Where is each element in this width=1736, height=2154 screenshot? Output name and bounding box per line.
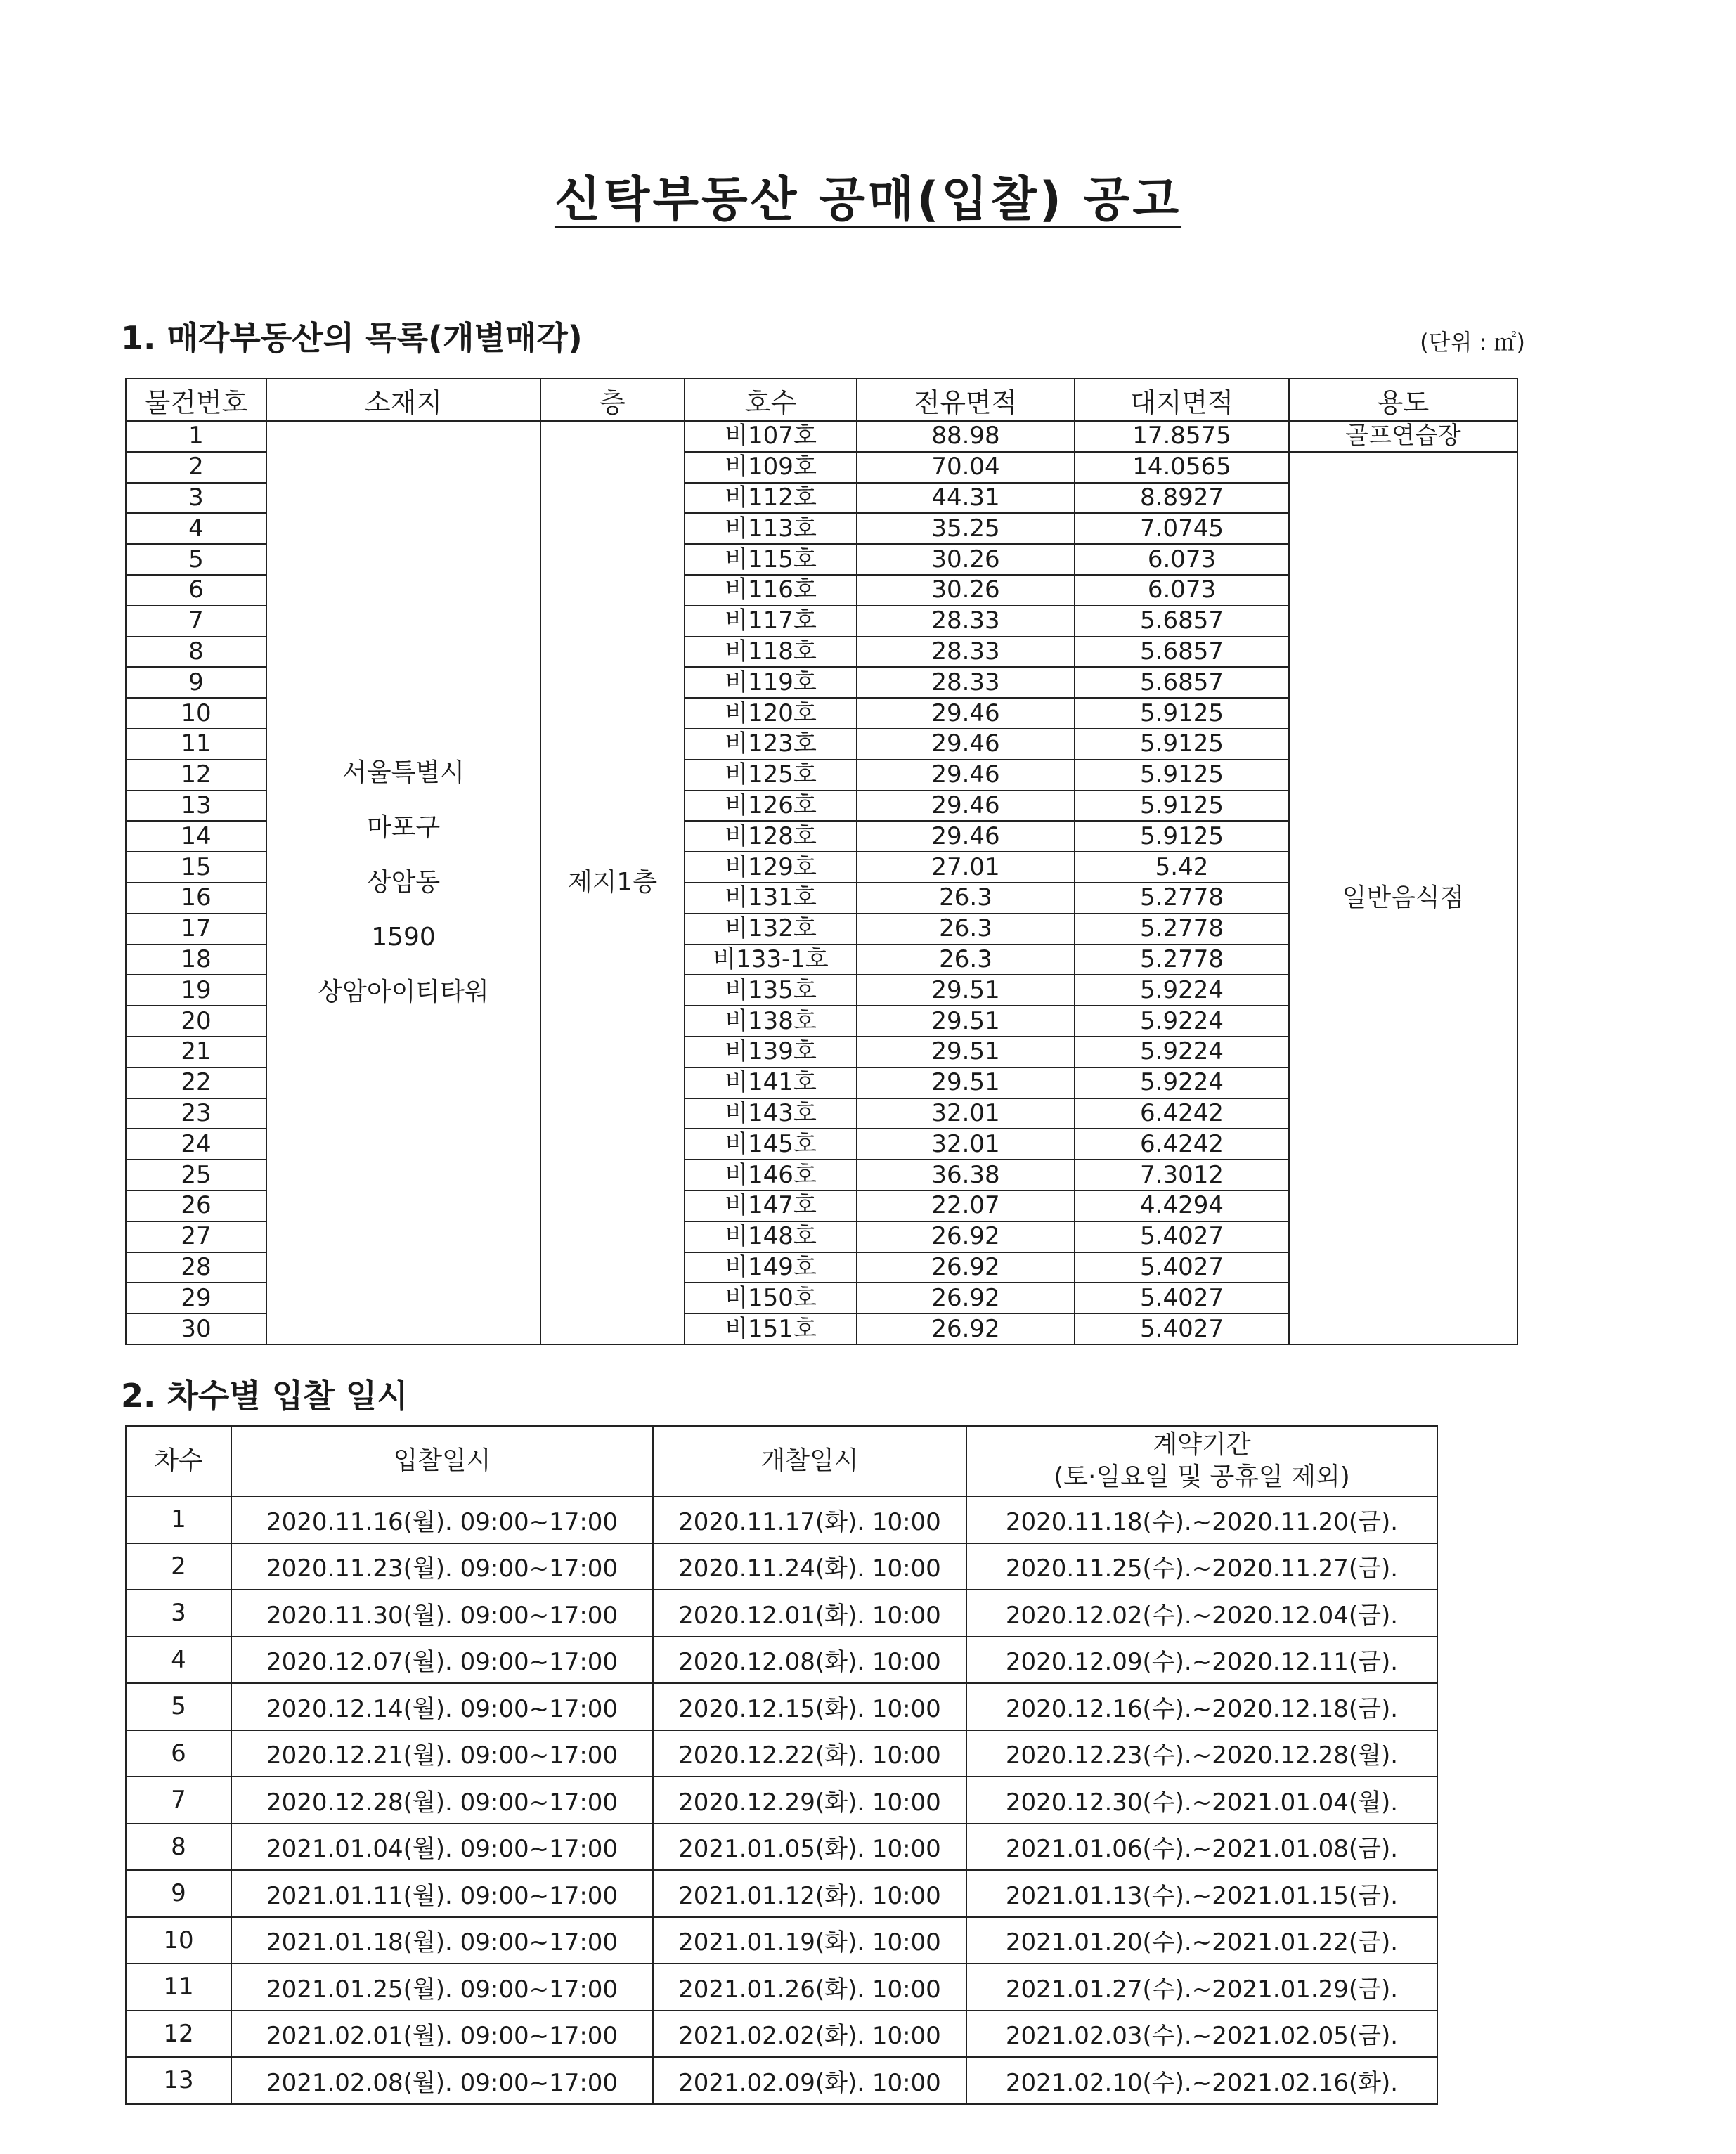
round-cell: 12	[126, 2011, 231, 2058]
exclusive-area-cell: 26.92	[857, 1313, 1075, 1344]
item-no-cell: 3	[126, 483, 266, 514]
exclusive-area-cell: 26.3	[857, 914, 1075, 945]
table-row	[126, 2057, 1437, 2104]
unit-cell: 비138호	[685, 1006, 857, 1037]
round-cell: 13	[126, 2057, 231, 2104]
item-no-cell: 1	[126, 421, 266, 452]
round-cell: 3	[126, 1590, 231, 1637]
bid-datetime-cell: 2021.02.01(월). 09:00~17:00	[231, 2011, 653, 2058]
unit-cell: 비117호	[685, 606, 857, 637]
location-line: 서울특별시	[342, 758, 465, 787]
contract-period-cell: 2020.12.30(수).~2021.01.04(월).	[966, 1777, 1437, 1824]
land-area-cell: 17.8575	[1075, 421, 1289, 452]
unit-cell: 비148호	[685, 1221, 857, 1252]
use-cell: 일반음식점	[1289, 452, 1517, 1344]
unit-cell: 비125호	[685, 760, 857, 791]
land-area-cell: 5.42	[1075, 852, 1289, 883]
item-no-cell: 17	[126, 914, 266, 945]
item-no-cell: 18	[126, 945, 266, 975]
land-area-cell: 5.9125	[1075, 821, 1289, 852]
unit-cell: 비131호	[685, 883, 857, 914]
header-location: 소재지	[266, 379, 540, 421]
header-exclusive-area: 전유면적	[857, 379, 1075, 421]
bid-datetime-cell: 2020.12.14(월). 09:00~17:00	[231, 1683, 653, 1730]
item-no-cell: 14	[126, 821, 266, 852]
unit-cell: 비143호	[685, 1098, 857, 1129]
page-title-text: 신탁부동산 공매(입찰) 공고	[554, 172, 1182, 228]
exclusive-area-cell: 36.38	[857, 1160, 1075, 1190]
item-no-cell: 25	[126, 1160, 266, 1190]
item-no-cell: 30	[126, 1313, 266, 1344]
exclusive-area-cell: 29.51	[857, 1006, 1075, 1037]
contract-period-cell: 2020.11.25(수).~2020.11.27(금).	[966, 1543, 1437, 1590]
exclusive-area-cell: 29.46	[857, 698, 1075, 729]
land-area-cell: 5.9125	[1075, 760, 1289, 791]
header-round: 차수	[126, 1426, 231, 1496]
exclusive-area-cell: 26.92	[857, 1252, 1075, 1283]
unit-cell: 비150호	[685, 1283, 857, 1313]
land-area-cell: 5.4027	[1075, 1283, 1289, 1313]
contract-period-cell: 2020.12.09(수).~2020.12.11(금).	[966, 1637, 1437, 1684]
exclusive-area-cell: 29.51	[857, 975, 1075, 1006]
unit-cell: 비147호	[685, 1190, 857, 1221]
unit-label: (단위 : ㎡)	[1420, 329, 1525, 356]
unit-cell: 비141호	[685, 1068, 857, 1098]
item-no-cell: 9	[126, 667, 266, 698]
land-area-cell: 5.2778	[1075, 883, 1289, 914]
land-area-cell: 6.4242	[1075, 1129, 1289, 1160]
exclusive-area-cell: 70.04	[857, 452, 1075, 483]
bid-datetime-cell: 2021.02.08(월). 09:00~17:00	[231, 2057, 653, 2104]
item-no-cell: 28	[126, 1252, 266, 1283]
unit-cell: 비145호	[685, 1129, 857, 1160]
exclusive-area-cell: 29.46	[857, 821, 1075, 852]
opening-datetime-cell: 2021.01.19(화). 10:00	[653, 1917, 966, 1964]
land-area-cell: 5.4027	[1075, 1252, 1289, 1283]
table-header-row	[126, 1426, 1437, 1496]
land-area-cell: 4.4294	[1075, 1190, 1289, 1221]
unit-cell: 비151호	[685, 1313, 857, 1344]
header-land-area: 대지면적	[1075, 379, 1289, 421]
land-area-cell: 5.9224	[1075, 975, 1289, 1006]
round-cell: 8	[126, 1824, 231, 1871]
contract-period-cell: 2021.01.27(수).~2021.01.29(금).	[966, 1964, 1437, 2011]
round-cell: 9	[126, 1870, 231, 1917]
exclusive-area-cell: 29.51	[857, 1068, 1075, 1098]
exclusive-area-cell: 22.07	[857, 1190, 1075, 1221]
header-contract-period-note: (토·일요일 및 공휴일 제외)	[1054, 1462, 1350, 1491]
item-no-cell: 16	[126, 883, 266, 914]
bid-datetime-cell: 2020.11.30(월). 09:00~17:00	[231, 1590, 653, 1637]
unit-cell: 비112호	[685, 483, 857, 514]
table-row	[126, 1590, 1437, 1637]
table-row	[126, 1917, 1437, 1964]
opening-datetime-cell: 2020.12.15(화). 10:00	[653, 1683, 966, 1730]
item-no-cell: 24	[126, 1129, 266, 1160]
land-area-cell: 5.6857	[1075, 667, 1289, 698]
item-no-cell: 29	[126, 1283, 266, 1313]
location-line: 상암아이티타워	[318, 977, 489, 1006]
land-area-cell: 6.073	[1075, 575, 1289, 606]
header-floor: 층	[540, 379, 685, 421]
opening-datetime-cell: 2021.01.26(화). 10:00	[653, 1964, 966, 2011]
contract-period-cell: 2021.01.20(수).~2021.01.22(금).	[966, 1917, 1437, 1964]
opening-datetime-cell: 2020.12.08(화). 10:00	[653, 1637, 966, 1684]
opening-datetime-cell: 2020.11.17(화). 10:00	[653, 1496, 966, 1543]
item-no-cell: 6	[126, 575, 266, 606]
unit-cell: 비133-1호	[685, 945, 857, 975]
header-item-no: 물건번호	[126, 379, 266, 421]
use-cell: 골프연습장	[1289, 421, 1517, 452]
bid-datetime-cell: 2020.12.07(월). 09:00~17:00	[231, 1637, 653, 1684]
location-cell	[266, 421, 540, 1344]
exclusive-area-cell: 27.01	[857, 852, 1075, 883]
opening-datetime-cell: 2020.12.22(화). 10:00	[653, 1730, 966, 1777]
round-cell: 4	[126, 1637, 231, 1684]
table-row	[126, 421, 1517, 452]
item-no-cell: 15	[126, 852, 266, 883]
contract-period-cell: 2020.12.23(수).~2020.12.28(월).	[966, 1730, 1437, 1777]
exclusive-area-cell: 29.46	[857, 791, 1075, 822]
opening-datetime-cell: 2021.01.12(화). 10:00	[653, 1870, 966, 1917]
exclusive-area-cell: 30.26	[857, 544, 1075, 575]
schedule-rows	[126, 1496, 1437, 2104]
item-no-cell: 23	[126, 1098, 266, 1129]
bid-datetime-cell: 2021.01.25(월). 09:00~17:00	[231, 1964, 653, 2011]
table-row	[126, 1964, 1437, 2011]
land-area-cell: 5.4027	[1075, 1221, 1289, 1252]
exclusive-area-cell: 29.46	[857, 760, 1075, 791]
table-header-row	[126, 379, 1517, 421]
opening-datetime-cell: 2021.02.09(화). 10:00	[653, 2057, 966, 2104]
unit-cell: 비139호	[685, 1037, 857, 1068]
exclusive-area-cell: 44.31	[857, 483, 1075, 514]
bid-datetime-cell: 2021.01.18(월). 09:00~17:00	[231, 1917, 653, 1964]
land-area-cell: 5.9125	[1075, 698, 1289, 729]
exclusive-area-cell: 35.25	[857, 513, 1075, 544]
unit-cell: 비123호	[685, 729, 857, 760]
opening-datetime-cell: 2020.11.24(화). 10:00	[653, 1543, 966, 1590]
land-area-cell: 5.4027	[1075, 1313, 1289, 1344]
item-no-cell: 19	[126, 975, 266, 1006]
unit-cell: 비132호	[685, 914, 857, 945]
item-no-cell: 21	[126, 1037, 266, 1068]
contract-period-cell: 2021.02.10(수).~2021.02.16(화).	[966, 2057, 1437, 2104]
exclusive-area-cell: 26.3	[857, 883, 1075, 914]
exclusive-area-cell: 29.46	[857, 729, 1075, 760]
table-row	[126, 1637, 1437, 1684]
table-row	[126, 1730, 1437, 1777]
item-no-cell: 10	[126, 698, 266, 729]
unit-cell: 비126호	[685, 791, 857, 822]
unit-cell: 비120호	[685, 698, 857, 729]
table-row	[126, 2011, 1437, 2058]
contract-period-cell: 2021.02.03(수).~2021.02.05(금).	[966, 2011, 1437, 2058]
item-no-cell: 13	[126, 791, 266, 822]
floor-cell: 제지1층	[540, 421, 685, 1344]
bid-schedule-table	[125, 1425, 1438, 2105]
unit-cell: 비107호	[685, 421, 857, 452]
contract-period-cell: 2020.12.02(수).~2020.12.04(금).	[966, 1590, 1437, 1637]
round-cell: 2	[126, 1543, 231, 1590]
land-area-cell: 7.3012	[1075, 1160, 1289, 1190]
unit-cell: 비135호	[685, 975, 857, 1006]
land-area-cell: 5.9125	[1075, 791, 1289, 822]
header-use: 용도	[1289, 379, 1517, 421]
table-row	[126, 1777, 1437, 1824]
land-area-cell: 5.9125	[1075, 729, 1289, 760]
unit-cell: 비118호	[685, 637, 857, 668]
contract-period-cell: 2021.01.13(수).~2021.01.15(금).	[966, 1870, 1437, 1917]
exclusive-area-cell: 32.01	[857, 1129, 1075, 1160]
opening-datetime-cell: 2021.02.02(화). 10:00	[653, 2011, 966, 2058]
location-line: 마포구	[366, 812, 441, 842]
bid-datetime-cell: 2021.01.11(월). 09:00~17:00	[231, 1870, 653, 1917]
header-unit: 호수	[685, 379, 857, 421]
round-cell: 10	[126, 1917, 231, 1964]
land-area-cell: 5.9224	[1075, 1006, 1289, 1037]
bid-datetime-cell: 2021.01.04(월). 09:00~17:00	[231, 1824, 653, 1871]
land-area-cell: 14.0565	[1075, 452, 1289, 483]
round-cell: 1	[126, 1496, 231, 1543]
item-no-cell: 27	[126, 1221, 266, 1252]
item-no-cell: 12	[126, 760, 266, 791]
land-area-cell: 5.2778	[1075, 945, 1289, 975]
contract-period-cell: 2021.01.06(수).~2021.01.08(금).	[966, 1824, 1437, 1871]
unit-cell: 비109호	[685, 452, 857, 483]
land-area-cell: 8.8927	[1075, 483, 1289, 514]
land-area-cell: 5.6857	[1075, 606, 1289, 637]
exclusive-area-cell: 29.51	[857, 1037, 1075, 1068]
unit-cell: 비113호	[685, 513, 857, 544]
opening-datetime-cell: 2021.01.05(화). 10:00	[653, 1824, 966, 1871]
exclusive-area-cell: 26.92	[857, 1221, 1075, 1252]
unit-cell: 비128호	[685, 821, 857, 852]
location-line: 1590	[371, 922, 436, 952]
item-no-cell: 8	[126, 637, 266, 668]
item-no-cell: 2	[126, 452, 266, 483]
table-row	[126, 1543, 1437, 1590]
round-cell: 7	[126, 1777, 231, 1824]
opening-datetime-cell: 2020.12.01(화). 10:00	[653, 1590, 966, 1637]
item-no-cell: 5	[126, 544, 266, 575]
opening-datetime-cell: 2020.12.29(화). 10:00	[653, 1777, 966, 1824]
exclusive-area-cell: 30.26	[857, 575, 1075, 606]
round-cell: 11	[126, 1964, 231, 2011]
item-no-cell: 22	[126, 1068, 266, 1098]
exclusive-area-cell: 28.33	[857, 606, 1075, 637]
header-contract-period-label: 계약기간	[1153, 1430, 1251, 1459]
section2-heading: 2. 차수별 입찰 일시	[121, 1377, 408, 1415]
exclusive-area-cell: 26.92	[857, 1283, 1075, 1313]
land-area-cell: 5.6857	[1075, 637, 1289, 668]
land-area-cell: 5.2778	[1075, 914, 1289, 945]
bid-datetime-cell: 2020.12.21(월). 09:00~17:00	[231, 1730, 653, 1777]
contract-period-cell: 2020.11.18(수).~2020.11.20(금).	[966, 1496, 1437, 1543]
land-area-cell: 5.9224	[1075, 1037, 1289, 1068]
item-no-cell: 4	[126, 513, 266, 544]
item-no-cell: 7	[126, 606, 266, 637]
item-no-cell: 11	[126, 729, 266, 760]
unit-cell: 비129호	[685, 852, 857, 883]
item-no-cell: 26	[126, 1190, 266, 1221]
unit-cell: 비116호	[685, 575, 857, 606]
land-area-cell: 7.0745	[1075, 513, 1289, 544]
unit-cell: 비119호	[685, 667, 857, 698]
table-row	[126, 1824, 1437, 1871]
unit-cell: 비115호	[685, 544, 857, 575]
table-row	[126, 1870, 1437, 1917]
bid-datetime-cell: 2020.12.28(월). 09:00~17:00	[231, 1777, 653, 1824]
header-opening-datetime: 개찰일시	[653, 1426, 966, 1496]
unit-cell: 비146호	[685, 1160, 857, 1190]
exclusive-area-cell: 88.98	[857, 421, 1075, 452]
item-no-cell: 20	[126, 1006, 266, 1037]
contract-period-cell: 2020.12.16(수).~2020.12.18(금).	[966, 1683, 1437, 1730]
bid-datetime-cell: 2020.11.16(월). 09:00~17:00	[231, 1496, 653, 1543]
round-cell: 5	[126, 1683, 231, 1730]
land-area-cell: 6.073	[1075, 544, 1289, 575]
land-area-cell: 6.4242	[1075, 1098, 1289, 1129]
section1-heading: 1. 매각부동산의 목록(개별매각)	[121, 319, 583, 357]
property-rows	[126, 421, 1517, 1344]
exclusive-area-cell: 28.33	[857, 667, 1075, 698]
exclusive-area-cell: 28.33	[857, 637, 1075, 668]
table-row	[126, 1683, 1437, 1730]
header-contract-period	[966, 1426, 1437, 1496]
property-list-table	[125, 378, 1518, 1345]
exclusive-area-cell: 32.01	[857, 1098, 1075, 1129]
round-cell: 6	[126, 1730, 231, 1777]
bid-datetime-cell: 2020.11.23(월). 09:00~17:00	[231, 1543, 653, 1590]
table-row	[126, 1496, 1437, 1543]
unit-cell: 비149호	[685, 1252, 857, 1283]
land-area-cell: 5.9224	[1075, 1068, 1289, 1098]
page-title	[0, 162, 1736, 230]
location-line: 상암동	[366, 867, 441, 897]
header-bid-datetime: 입찰일시	[231, 1426, 653, 1496]
exclusive-area-cell: 26.3	[857, 945, 1075, 975]
